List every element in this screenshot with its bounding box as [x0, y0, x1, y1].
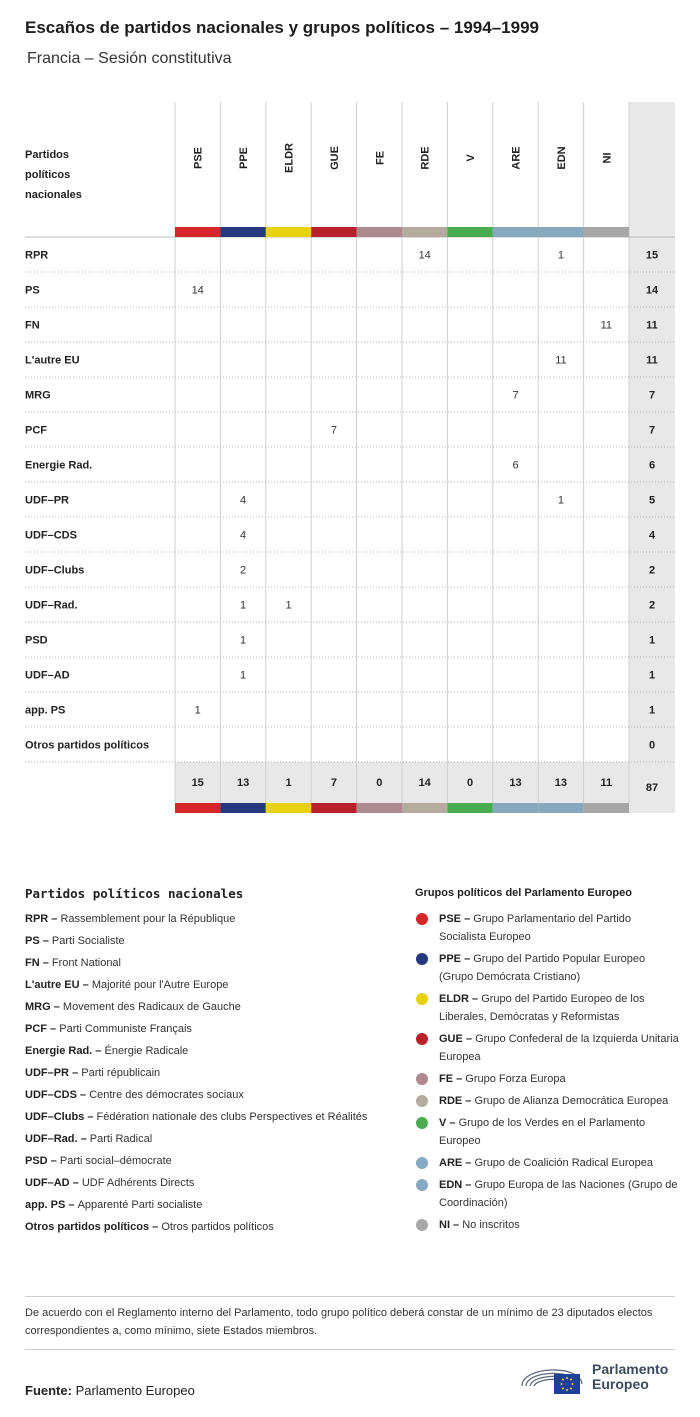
- legend-separator: –: [39, 957, 52, 969]
- legend-party-name: Parti Radical: [89, 1133, 153, 1145]
- color-dot-icon: [416, 993, 428, 1005]
- legend-groups-title: Grupos políticos del Parlamento Europeo: [415, 887, 632, 899]
- row-party-label: PSD: [25, 634, 48, 647]
- legend-separator: –: [453, 1073, 466, 1085]
- legend-separator: –: [65, 1199, 78, 1211]
- row-total-value: 7: [648, 424, 656, 437]
- row-party-label: UDF–Rad.: [25, 599, 78, 612]
- column-total-value: 13: [509, 777, 522, 789]
- column-color-bar: [220, 227, 265, 237]
- legend-group-abbr: NI: [439, 1219, 450, 1231]
- legend-separator: –: [76, 1089, 90, 1101]
- row-party-label: Energie Rad.: [25, 459, 93, 472]
- row-total-value: 4: [648, 529, 656, 542]
- grand-total-value: 87: [645, 782, 659, 794]
- row-party-label: UDF–Clubs: [25, 564, 85, 577]
- row-total-value: 5: [648, 494, 656, 507]
- column-color-bar: [357, 227, 402, 237]
- row-total-value: 14: [645, 284, 659, 297]
- legend-party-name: Énergie Radicale: [104, 1045, 189, 1057]
- legend-separator: –: [50, 1001, 63, 1013]
- legend-group-name: Grupo del Partido Popular Europeo (Grupo Demócrata Cristiano): [439, 953, 646, 983]
- legend-group-abbr: V: [439, 1117, 447, 1129]
- legend-separator: –: [47, 1155, 60, 1167]
- row-party-label: app. PS: [25, 704, 66, 717]
- legend-party-item: [25, 1108, 370, 1126]
- legend-group-item: [415, 910, 680, 946]
- legend-group-item: [415, 990, 680, 1026]
- column-total-value: 13: [554, 777, 568, 789]
- legend-separator: –: [468, 993, 482, 1005]
- column-total-value: 0: [467, 777, 474, 789]
- legend-party-abbr: Otros partidos políticos: [25, 1221, 150, 1233]
- legend-parties-list: [25, 910, 370, 1240]
- column-total-value: 7: [330, 777, 337, 789]
- row-total-value: 2: [648, 599, 656, 612]
- column-total-value: 15: [191, 777, 204, 789]
- legend-party-item: [25, 910, 370, 928]
- legend-group-abbr: GUE: [439, 1033, 463, 1045]
- legend-party-name: Rassemblement pour la République: [60, 913, 236, 925]
- row-party-label: PS: [25, 284, 40, 297]
- table-cell-value: 11: [555, 354, 567, 367]
- table-cell-value: 4: [240, 529, 247, 542]
- legend-party-abbr: PS: [25, 935, 40, 947]
- legend-group-item: [415, 1114, 680, 1150]
- legend-party-name: UDF Adhérents Directs: [81, 1177, 195, 1189]
- table-cell-value: 2: [240, 564, 247, 577]
- row-total-value: 0: [648, 739, 656, 752]
- legend-separator: –: [462, 1095, 475, 1107]
- table-cell-value: 7: [512, 389, 519, 402]
- legend-party-item: [25, 1064, 370, 1082]
- legend-parties-title: Partidos políticos nacionales: [25, 886, 244, 901]
- legend-group-abbr: PPE: [439, 953, 462, 965]
- logo: [520, 1360, 680, 1400]
- table-cell-value: 6: [512, 459, 519, 472]
- legend-group-abbr: RDE: [439, 1095, 463, 1107]
- legend-group-name: Grupo Parlamentario del Partido Socialista Europeo: [439, 913, 631, 943]
- column-color-bar: [447, 227, 492, 237]
- column-header: FE: [374, 150, 387, 166]
- page-subtitle: Francia – Sesión constitutiva: [27, 50, 232, 67]
- footer-color-bar: [584, 803, 629, 813]
- legend-separator: –: [450, 1219, 463, 1231]
- legend-separator: –: [92, 1045, 105, 1057]
- logo-line2: Europeo: [592, 1376, 649, 1392]
- footer-color-bar: [220, 803, 265, 813]
- logo-line1: Parlamento: [592, 1361, 669, 1377]
- footnote: De acuerdo con el Reglamento interno del Parlamento, todo grupo político deberá constar de un mínimo de 23 diputados electos correspondientes a, como mínimo, siete Estados miembros.: [25, 1307, 653, 1337]
- legend-group-abbr: EDN: [439, 1179, 463, 1191]
- legend-party-abbr: MRG: [25, 1001, 51, 1013]
- legend-group-item: [415, 1070, 680, 1088]
- legend-party-name: Parti Socialiste: [51, 935, 125, 947]
- divider: [25, 1349, 675, 1350]
- footer-color-bar: [357, 803, 402, 813]
- legend-group-name: No inscritos: [462, 1219, 520, 1231]
- row-total-value: 7: [648, 389, 656, 402]
- column-color-bar: [266, 227, 311, 237]
- legend-party-item: [25, 1130, 370, 1148]
- legend-party-item: [25, 954, 370, 972]
- row-total-value: 11: [646, 319, 658, 332]
- legend-group-name: Grupo de los Verdes en el Parlamento Europeo: [439, 1117, 646, 1147]
- row-total-value: 11: [646, 354, 658, 367]
- color-dot-icon: [416, 913, 428, 925]
- source-line: [25, 1383, 195, 1398]
- legend-party-abbr: UDF–Rad.: [25, 1133, 78, 1145]
- footer-color-bar: [493, 803, 538, 813]
- legend-party-name: Front National: [51, 957, 121, 969]
- legend-party-abbr: FN: [25, 957, 40, 969]
- column-color-bar: [311, 227, 356, 237]
- page-title: Escaños de partidos nacionales y grupos políticos – 1994–1999: [25, 18, 539, 37]
- legend-party-name: Parti républicain: [81, 1067, 161, 1079]
- legend-separator: –: [461, 913, 474, 925]
- table-cell-value: 1: [285, 599, 292, 612]
- table-cell-value: 1: [557, 249, 564, 262]
- legend-group-name: Grupo Forza Europa: [465, 1073, 566, 1085]
- footer-color-bar: [447, 803, 492, 813]
- parliament-emblem-icon: [520, 1360, 588, 1396]
- legend-party-item: [25, 1086, 370, 1104]
- legend-party-item: [25, 1042, 370, 1060]
- table-cell-value: 14: [191, 284, 204, 297]
- row-party-label: PCF: [25, 424, 47, 437]
- column-total-value: 11: [600, 777, 613, 789]
- table-cell-value: 4: [240, 494, 247, 507]
- row-total-value: 1: [648, 634, 656, 647]
- legend-party-item: [25, 998, 370, 1016]
- legend-separator: –: [69, 1177, 82, 1189]
- legend-party-abbr: PSD: [25, 1155, 48, 1167]
- legend-party-abbr: UDF–CDS: [25, 1089, 77, 1101]
- color-dot-icon: [416, 1033, 428, 1045]
- color-dot-icon: [416, 1117, 428, 1129]
- legend-party-abbr: L'autre EU: [25, 979, 80, 991]
- column-header: ELDR: [283, 143, 296, 173]
- logo-text: [592, 1362, 668, 1392]
- legend-group-item: [415, 1176, 680, 1212]
- legend-party-item: [25, 1196, 370, 1214]
- legend-party-name: Fédération nationale des clubs Perspectives et Réalités: [96, 1111, 368, 1123]
- color-dot-icon: [416, 1073, 428, 1085]
- legend-party-abbr: UDF–PR: [25, 1067, 70, 1079]
- legend-separator: –: [461, 953, 474, 965]
- column-header: PPE: [238, 146, 251, 170]
- table-cell-value: 14: [418, 249, 431, 262]
- row-party-label: FN: [25, 319, 40, 332]
- legend-group-abbr: PSE: [439, 913, 462, 925]
- row-party-label: UDF–PR: [25, 494, 70, 507]
- legend-separator: –: [77, 1133, 90, 1145]
- column-total-value: 1: [285, 777, 292, 789]
- legend-separator: –: [462, 1033, 476, 1045]
- legend-party-name: Apparenté Parti socialiste: [77, 1199, 203, 1211]
- legend-groups-list: [415, 910, 680, 1238]
- source-text: Parlamento Europeo: [75, 1383, 195, 1398]
- column-header: V: [465, 154, 478, 162]
- row-party-label: UDF–CDS: [25, 529, 77, 542]
- column-header: GUE: [328, 146, 341, 170]
- footer-color-bar: [538, 803, 583, 813]
- legend-group-name: Grupo Confederal de la Izquierda Unitaria Europea: [439, 1033, 679, 1063]
- legend-party-name: Centre des démocrates sociaux: [89, 1089, 244, 1101]
- legend-group-name: Grupo de Alianza Democrática Europea: [474, 1095, 669, 1107]
- legend-party-name: Movement des Radicaux de Gauche: [62, 1001, 241, 1013]
- footer-color-bar: [175, 803, 220, 813]
- legend-group-item: [415, 1154, 680, 1172]
- legend-group-item: [415, 950, 680, 986]
- table-cell-value: 7: [330, 424, 337, 437]
- footer-color-bar: [266, 803, 311, 813]
- legend-separator: –: [48, 913, 61, 925]
- legend-party-name: Majorité pour l'Autre Europe: [91, 979, 229, 991]
- legend-group-item: [415, 1092, 680, 1110]
- legend-group-item: [415, 1030, 680, 1066]
- column-color-bar: [402, 227, 447, 237]
- row-total-value: 6: [648, 459, 656, 472]
- table-cell-value: 11: [600, 319, 613, 332]
- color-dot-icon: [416, 953, 428, 965]
- legend-separator: –: [39, 935, 52, 947]
- legend-separator: –: [446, 1117, 459, 1129]
- table-cell-value: 1: [240, 669, 247, 682]
- column-total-value: 13: [236, 777, 250, 789]
- legend-party-item: [25, 1020, 370, 1038]
- column-header: ARE: [510, 146, 523, 170]
- legend-group-abbr: FE: [439, 1073, 454, 1085]
- color-dot-icon: [416, 1157, 428, 1169]
- table-cell-value: 1: [240, 599, 247, 612]
- legend-party-abbr: UDF–Clubs: [25, 1111, 85, 1123]
- legend-group-abbr: ARE: [439, 1157, 463, 1169]
- row-total-value: 1: [648, 669, 656, 682]
- legend-party-abbr: PCF: [25, 1023, 47, 1035]
- column-header: RDE: [419, 146, 432, 170]
- legend-party-name: Otros partidos políticos: [161, 1221, 274, 1233]
- footer-color-bar: [311, 803, 356, 813]
- color-dot-icon: [416, 1219, 428, 1231]
- row-party-label: L'autre EU: [25, 354, 80, 367]
- legend-separator: –: [47, 1023, 60, 1035]
- row-total-value: 1: [648, 704, 656, 717]
- column-total-value: 14: [418, 777, 431, 789]
- legend-party-item: [25, 1174, 370, 1192]
- color-dot-icon: [416, 1095, 428, 1107]
- row-party-label: Otros partidos políticos: [25, 739, 150, 752]
- column-color-bar: [493, 227, 538, 237]
- legend-party-abbr: Energie Rad.: [25, 1045, 93, 1057]
- row-party-label: RPR: [25, 249, 49, 262]
- table-cell-value: 1: [557, 494, 564, 507]
- row-party-label: UDF–AD: [25, 669, 70, 682]
- column-header: NI: [601, 152, 614, 164]
- legend-group-item: [415, 1216, 680, 1234]
- divider: [25, 1296, 675, 1297]
- source-label: Fuente:: [25, 1383, 72, 1398]
- column-header: PSE: [192, 146, 205, 170]
- legend-party-item: [25, 1218, 370, 1236]
- table-cell-value: 1: [240, 634, 247, 647]
- legend-separator: –: [462, 1179, 475, 1191]
- legend-party-item: [25, 976, 370, 994]
- legend-group-abbr: ELDR: [439, 993, 469, 1005]
- legend-separator: –: [84, 1111, 97, 1123]
- legend-group-name: Grupo de Coalición Radical Europea: [474, 1157, 654, 1169]
- column-header: EDN: [555, 146, 568, 170]
- legend-party-item: [25, 1152, 370, 1170]
- legend-party-name: Parti Communiste Français: [59, 1023, 192, 1035]
- legend-separator: –: [79, 979, 92, 991]
- table-cell-value: 1: [194, 704, 201, 717]
- legend-party-abbr: app. PS: [25, 1199, 66, 1211]
- column-color-bar: [584, 227, 629, 237]
- column-color-bar: [175, 227, 220, 237]
- legend-separator: –: [149, 1221, 162, 1233]
- legend-party-abbr: RPR: [25, 913, 49, 925]
- legend-group-name: Grupo del Partido Europeo de los Liberales, Demócratas y Reformistas: [439, 993, 645, 1023]
- color-dot-icon: [416, 1179, 428, 1191]
- legend-separator: –: [69, 1067, 82, 1079]
- column-total-value: 0: [376, 777, 383, 789]
- row-total-value: 2: [648, 564, 656, 577]
- row-party-label: MRG: [25, 389, 51, 402]
- row-header-label: Partidos políticos nacionales: [25, 149, 82, 201]
- legend-party-abbr: UDF–AD: [25, 1177, 70, 1189]
- legend-party-item: [25, 932, 370, 950]
- row-total-value: 15: [645, 249, 659, 262]
- footer-color-bar: [402, 803, 447, 813]
- legend-party-name: Parti social–démocrate: [59, 1155, 172, 1167]
- legend-separator: –: [462, 1157, 475, 1169]
- legend-group-name: Grupo Europa de las Naciones (Grupo de Coordinación): [439, 1179, 678, 1209]
- column-color-bar: [538, 227, 583, 237]
